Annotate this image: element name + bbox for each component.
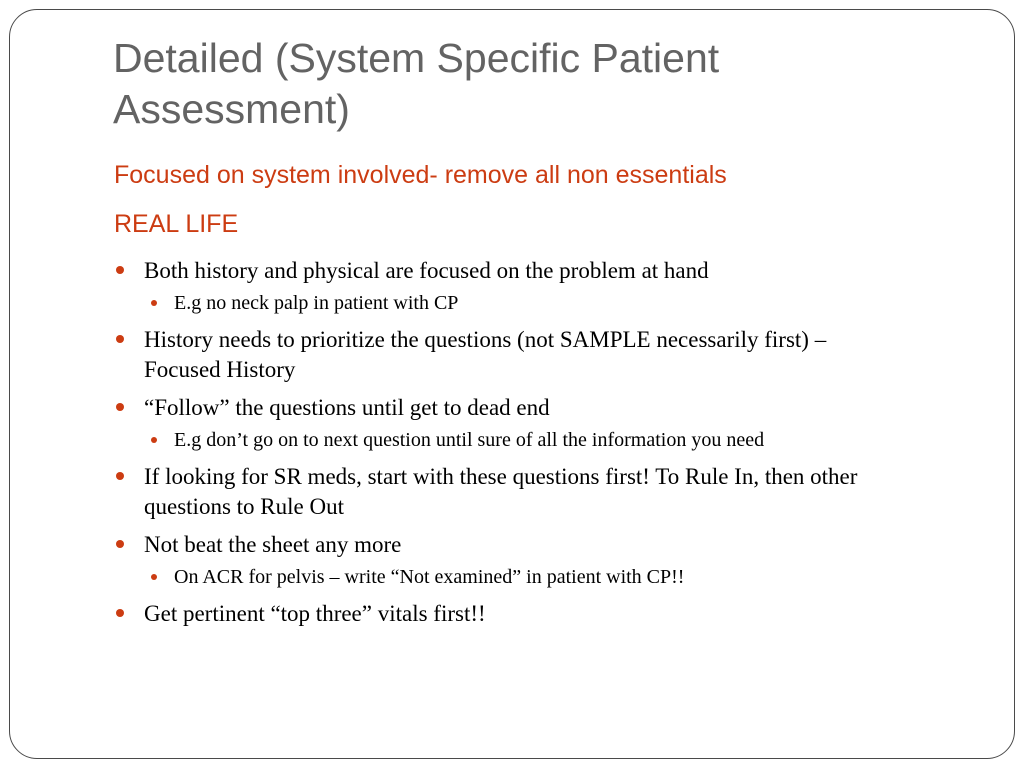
sub-bullet-text: E.g don’t go on to next question until sure of all the information you need (174, 429, 765, 451)
bullet-text: If looking for SR meds, start with these questions first! To Rule In, then other questions to Rule Out (144, 464, 858, 519)
bullet-text: Get pertinent “top three” vitals first!! (144, 601, 486, 626)
bullet-item (114, 256, 894, 286)
bullet-item (114, 599, 894, 629)
bullet-icon (116, 540, 124, 548)
bullet-icon (151, 437, 157, 443)
sub-bullet-text: On ACR for pelvis – write “Not examined” in patient with CP!! (174, 566, 685, 588)
bullet-item (114, 530, 894, 560)
bullet-icon (116, 609, 124, 617)
bullet-text: “Follow” the questions until get to dead end (144, 395, 550, 420)
bullet-list (114, 256, 894, 637)
bullet-icon (116, 266, 124, 274)
bullet-text: Not beat the sheet any more (144, 532, 402, 557)
sub-bullet-item (114, 290, 894, 317)
bullet-item (114, 393, 894, 423)
subtitle-focused: Focused on system involved- remove all non essentials (114, 161, 727, 189)
bullet-icon (116, 335, 124, 343)
subtitle-real-life: REAL LIFE (114, 210, 239, 238)
bullet-item (114, 325, 894, 385)
sub-bullet-item (114, 564, 894, 591)
bullet-text: History needs to prioritize the questions (not SAMPLE necessarily first) – Focused History (144, 327, 827, 382)
bullet-item (114, 462, 894, 522)
sub-bullet-text: E.g no neck palp in patient with CP (174, 292, 459, 314)
sub-bullet-item (114, 427, 894, 454)
slide-title: Detailed (System Specific Patient Assessment) (113, 35, 720, 132)
bullet-icon (116, 403, 124, 411)
bullet-icon (151, 574, 157, 580)
bullet-icon (151, 300, 157, 306)
bullet-text: Both history and physical are focused on the problem at hand (144, 258, 709, 283)
bullet-icon (116, 472, 124, 480)
